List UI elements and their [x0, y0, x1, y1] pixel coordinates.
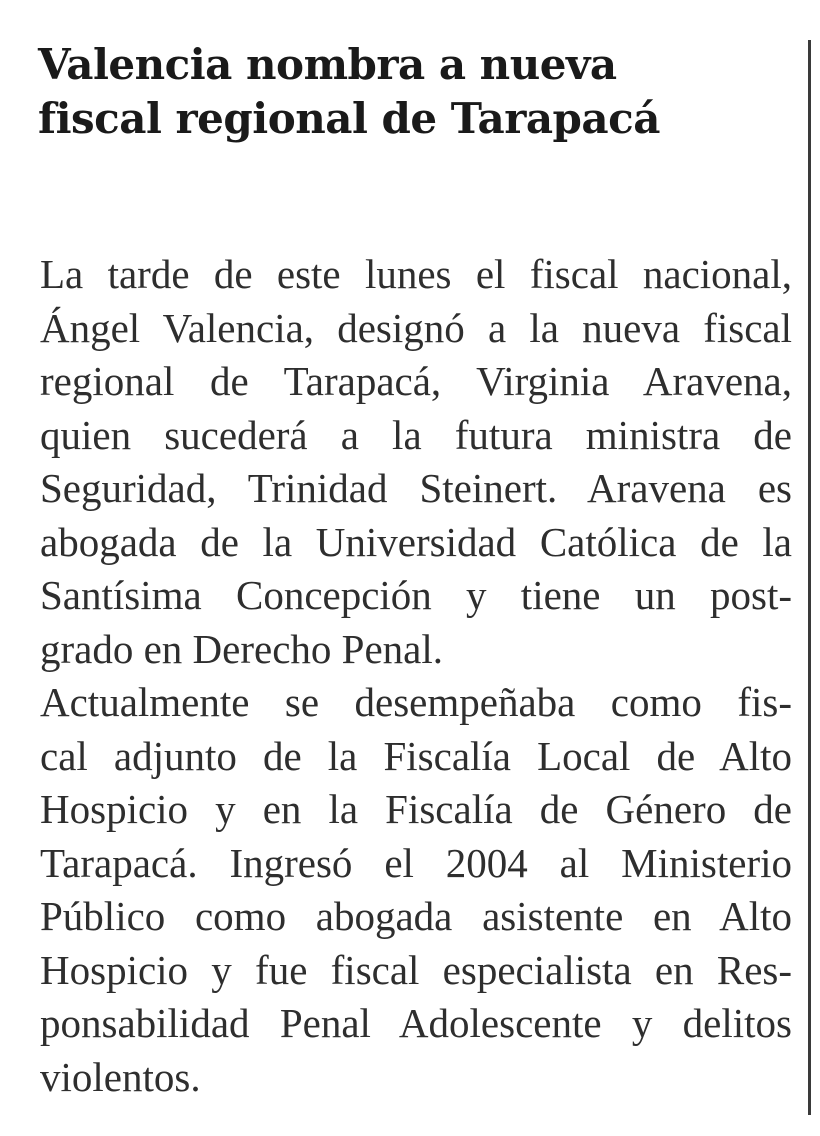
- article-body: [40, 248, 792, 1104]
- body-text-line: Hospicio y fue fiscal especialista en Res-: [40, 946, 792, 993]
- body-text-line: ponsabilidad Penal Adolescente y delitos: [40, 1000, 792, 1046]
- headline-line: Valencia nombra a nueva: [38, 40, 617, 89]
- article-headline: [38, 38, 778, 146]
- column-divider: [808, 40, 811, 1115]
- body-text-line: Actualmente se desempeñaba como fis-: [40, 679, 792, 725]
- body-text-line: Ángel Valencia, designó a la nueva fiscal: [40, 304, 792, 351]
- body-text-line: Hospicio y en la Fiscalía de Género de: [40, 786, 792, 832]
- body-text-line: Santísima Concepción y tiene un post-: [40, 572, 792, 618]
- body-text-line: abogada de la Universidad Católica de la: [40, 518, 792, 565]
- body-text-line: Público como abogada asistente en Alto: [40, 893, 792, 939]
- body-text-line: grado en Derecho Penal.: [40, 625, 443, 672]
- body-text-line: La tarde de este lunes el fiscal nacional,: [40, 251, 792, 297]
- headline-line: fiscal regional de Tarapacá: [38, 94, 660, 143]
- body-text-line: Tarapacá. Ingresó el 2004 al Ministerio: [40, 839, 792, 886]
- body-text-line: cal adjunto de la Fiscalía Local de Alto: [40, 732, 792, 779]
- body-text-line: regional de Tarapacá, Virginia Aravena,: [40, 358, 792, 404]
- body-text-line: quien sucederá a la futura ministra de: [40, 411, 792, 458]
- body-text-line: violentos.: [40, 1053, 201, 1100]
- body-text-line: Seguridad, Trinidad Steinert. Aravena es: [40, 465, 792, 511]
